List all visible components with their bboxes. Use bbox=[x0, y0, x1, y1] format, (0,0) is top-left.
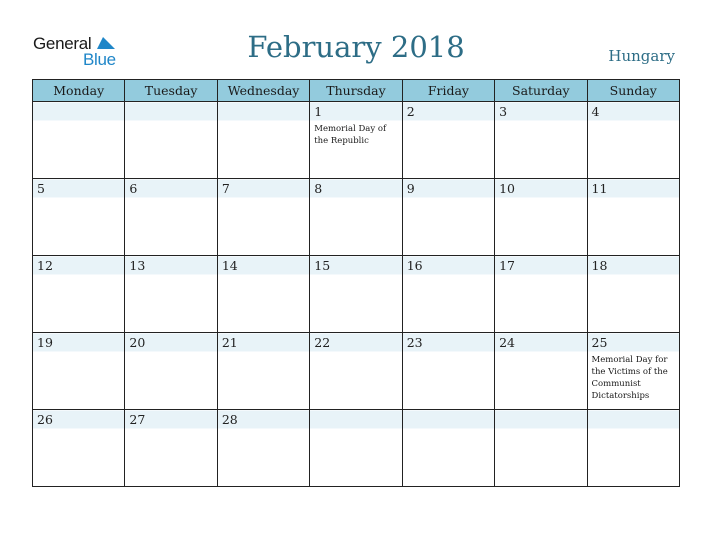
day-cell bbox=[587, 256, 679, 333]
day-number bbox=[588, 410, 679, 428]
day-cell bbox=[125, 179, 217, 256]
day-cell bbox=[33, 410, 125, 487]
day-cell bbox=[402, 333, 494, 410]
day-number: 28 bbox=[221, 412, 238, 427]
day-cell bbox=[402, 179, 494, 256]
weekday-header: Thursday bbox=[310, 80, 402, 102]
weekday-header: Wednesday bbox=[217, 80, 309, 102]
day-cell bbox=[217, 256, 309, 333]
day-cell bbox=[217, 102, 309, 179]
day-number: 10 bbox=[499, 181, 516, 196]
day-cell bbox=[125, 102, 217, 179]
day-number: 9 bbox=[406, 181, 415, 196]
day-number: 11 bbox=[591, 181, 608, 196]
day-number: 1 bbox=[314, 104, 323, 119]
logo-text-blue: Blue bbox=[83, 50, 116, 69]
day-cell bbox=[125, 256, 217, 333]
day-number: 12 bbox=[37, 258, 53, 273]
week-row bbox=[33, 179, 680, 256]
week-row bbox=[33, 256, 680, 333]
day-number: 19 bbox=[37, 335, 53, 350]
day-cell bbox=[495, 256, 587, 333]
day-number: 3 bbox=[499, 104, 508, 119]
day-cell bbox=[587, 333, 679, 410]
day-number: 17 bbox=[499, 258, 516, 273]
day-cell bbox=[402, 410, 494, 487]
calendar-title: February 2018 bbox=[247, 30, 465, 64]
weekday-header: Saturday bbox=[495, 80, 587, 102]
day-cell bbox=[587, 102, 679, 179]
day-cell bbox=[125, 410, 217, 487]
day-number: 23 bbox=[406, 335, 423, 350]
day-cell bbox=[402, 102, 494, 179]
day-cell bbox=[33, 102, 125, 179]
weekday-header: Friday bbox=[402, 80, 494, 102]
calendar-grid bbox=[32, 79, 680, 487]
day-number: 25 bbox=[591, 335, 608, 350]
day-number bbox=[125, 102, 216, 120]
weekday-header: Tuesday bbox=[125, 80, 217, 102]
week-row bbox=[33, 102, 680, 179]
day-number: 27 bbox=[129, 412, 146, 427]
day-cell bbox=[495, 179, 587, 256]
weekday-header-row bbox=[33, 80, 680, 102]
day-number bbox=[495, 410, 586, 428]
day-number: 22 bbox=[314, 335, 331, 350]
day-cell bbox=[310, 256, 402, 333]
day-number: 21 bbox=[221, 335, 238, 350]
day-number: 6 bbox=[129, 181, 138, 196]
day-number: 2 bbox=[406, 104, 415, 119]
day-number: 7 bbox=[221, 181, 230, 196]
day-number: 4 bbox=[591, 104, 600, 119]
day-cell bbox=[217, 333, 309, 410]
day-number: 16 bbox=[406, 258, 423, 273]
day-number: 24 bbox=[499, 335, 516, 350]
day-number: 15 bbox=[314, 258, 331, 273]
day-number bbox=[33, 102, 124, 120]
day-cell bbox=[587, 410, 679, 487]
day-cell bbox=[33, 333, 125, 410]
day-cell bbox=[125, 333, 217, 410]
day-cell bbox=[33, 179, 125, 256]
holiday-label: Memorial Day for the Victims of the Communist Dictatorships bbox=[591, 355, 668, 401]
day-number: 14 bbox=[221, 258, 238, 273]
day-cell bbox=[495, 333, 587, 410]
day-number: 5 bbox=[37, 181, 45, 196]
weekday-header: Sunday bbox=[587, 80, 679, 102]
day-number: 8 bbox=[314, 181, 323, 196]
day-cell bbox=[33, 256, 125, 333]
day-number: 13 bbox=[129, 258, 146, 273]
week-row bbox=[33, 333, 680, 410]
logo-text-general: General bbox=[33, 34, 92, 53]
day-cell bbox=[310, 179, 402, 256]
day-number bbox=[403, 410, 494, 428]
day-number: 18 bbox=[591, 258, 608, 273]
day-cell bbox=[310, 102, 402, 179]
day-cell bbox=[217, 179, 309, 256]
holiday-label: Memorial Day of the Republic bbox=[314, 124, 387, 146]
day-cell bbox=[587, 179, 679, 256]
week-row bbox=[33, 410, 680, 487]
day-number bbox=[310, 410, 401, 428]
day-cell bbox=[402, 256, 494, 333]
day-cell bbox=[495, 410, 587, 487]
day-number bbox=[218, 102, 309, 120]
day-cell bbox=[310, 333, 402, 410]
day-cell bbox=[310, 410, 402, 487]
day-cell bbox=[217, 410, 309, 487]
day-cell bbox=[495, 102, 587, 179]
country-label: Hungary bbox=[608, 47, 675, 65]
day-number: 26 bbox=[37, 412, 53, 427]
weekday-header: Monday bbox=[33, 80, 125, 102]
day-number: 20 bbox=[129, 335, 146, 350]
